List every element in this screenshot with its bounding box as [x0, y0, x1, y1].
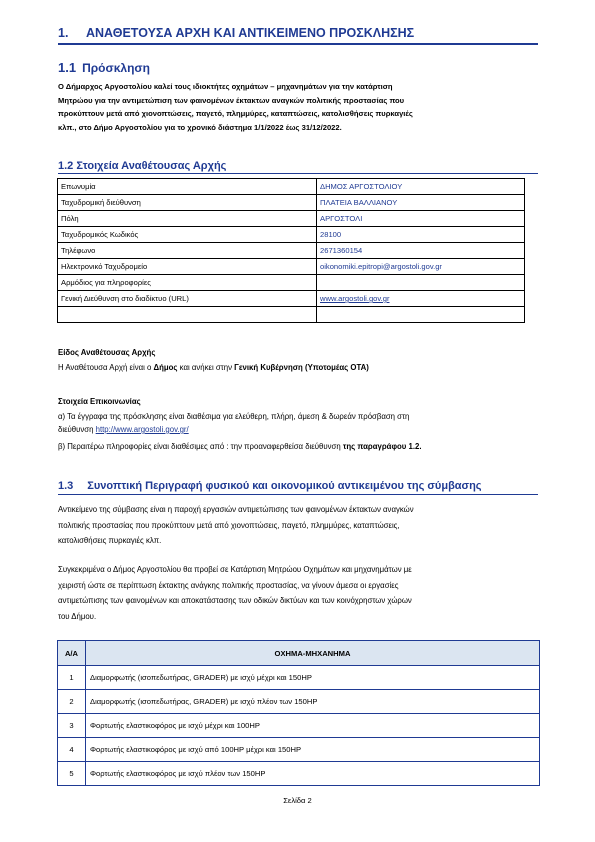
- vehicle-description: Διαμορφωτής (ισοπεδωτήρας, GRADER) με ισχύ πλέον των 150HP: [86, 690, 540, 714]
- invitation-text: [58, 80, 538, 134]
- row-number: 1: [58, 666, 86, 690]
- type-bold-government: Γενική Κυβέρνηση (Υποτομέας ΟΤΑ): [234, 363, 369, 372]
- paragraph-line: αντιμετώπισης των φαινομένων και αποκατάστασης των οδικών δικτύων και των κοινόχρηστων χώρων: [58, 596, 412, 605]
- info-value: 28100: [317, 227, 525, 243]
- url-link[interactable]: www.argostoli.gov.gr: [317, 291, 525, 307]
- section-number: 1.: [58, 26, 69, 40]
- info-label: Τηλέφωνο: [58, 243, 317, 259]
- table-row: [58, 714, 540, 738]
- info-value: ΑΡΓΟΣΤΟΛΙ: [317, 211, 525, 227]
- info-label: Πόλη: [58, 211, 317, 227]
- authority-type-text: [58, 361, 369, 374]
- info-value: 2671360154: [317, 243, 525, 259]
- contact-b-bold: της παραγράφου 1.2.: [342, 442, 422, 451]
- subsection-1-1-heading: [58, 60, 150, 75]
- row-number: 2: [58, 690, 86, 714]
- subsection-number: 1.3: [58, 480, 74, 492]
- paragraph-line: κατολισθήσεις πυρκαγιές κλπ.: [58, 536, 162, 545]
- table-row: [58, 227, 525, 243]
- info-value: [317, 307, 525, 323]
- invitation-line: Μητρώου για την αντιμετώπιση των φαινομένων έκτακτων αναγκών πολιτικής προστασίας που: [58, 95, 405, 105]
- column-header-number: Α/Α: [58, 641, 86, 666]
- table-row: [58, 307, 525, 323]
- info-label: Ταχυδρομικός Κωδικός: [58, 227, 317, 243]
- section-1-heading: [58, 26, 538, 45]
- subsection-1-3-heading: [58, 480, 538, 495]
- info-label: Αρμόδιος για πληροφορίες: [58, 275, 317, 291]
- info-label: Ταχυδρομική διεύθυνση: [58, 195, 317, 211]
- info-value: ΔΗΜΟΣ ΑΡΓΟΣΤΟΛΙΟΥ: [317, 179, 525, 195]
- contact-b-prefix: β) Περαιτέρω πληροφορίες είναι διαθέσιμες από : την προαναφερθείσα διεύθυνση: [58, 442, 343, 451]
- paragraph-line: χειριστή ώστε σε περίπτωση έκτακτης ανάγκης πολιτικής προστασίας, να γίνουν άμεσα οι εργασίες: [58, 580, 399, 590]
- info-label: [58, 307, 317, 323]
- section-title: ΑΝΑΘΕΤΟΥΣΑ ΑΡΧΗ ΚΑΙ ΑΝΤΙΚΕΙΜΕΝΟ ΠΡΟΣΚΛΗΣΗΣ: [86, 26, 415, 40]
- paragraph-line: Αντικείμενο της σύμβασης είναι η παροχή εργασιών αντιμετώπισης των φαινομένων έκτακτων αναγκών: [58, 505, 414, 514]
- vehicle-description: Διαμορφωτής (ισοπεδωτήρας, GRADER) με ισχύ μέχρι και 150HP: [86, 666, 540, 690]
- table-row: [58, 179, 525, 195]
- invitation-line: Ο Δήμαρχος Αργοστολίου καλεί τους ιδιοκτήτες οχημάτων – μηχανημάτων για την κατάρτιση: [58, 82, 393, 91]
- row-number: 4: [58, 738, 86, 762]
- info-value: ΠΛΑΤΕΙΑ ΒΑΛΛΙΑΝΟΥ: [317, 195, 525, 211]
- table-row: [58, 690, 540, 714]
- table-row: [58, 762, 540, 786]
- type-bold-municipality: Δήμος: [153, 363, 178, 372]
- type-prefix: Η Αναθέτουσα Αρχή είναι ο: [58, 363, 154, 372]
- subsection-title: Συνοπτική Περιγραφή φυσικού και οικονομικού αντικειμένου της σύμβασης: [87, 480, 482, 492]
- authority-info-table: [57, 178, 525, 323]
- contact-a-prefix: διεύθυνση: [58, 425, 96, 434]
- table-row: [58, 275, 525, 291]
- invitation-line: κλπ., στο Δήμο Αργοστολίου για το χρονικό διάστημα 1/1/2022 έως 31/12/2022.: [58, 122, 342, 132]
- documents-link[interactable]: http://www.argostoli.gov.gr/: [95, 425, 189, 434]
- email-value: oikonomiki.epitropi@argostoli.gov.gr: [317, 259, 525, 275]
- contact-heading: Στοιχεία Επικοινωνίας: [58, 397, 141, 406]
- subsection-number: 1.1: [58, 60, 77, 75]
- invitation-line: προκύπτουν μετά από χιονοπτώσεις, παγετό, πλημμύρες, καταπτώσεις, κατολισθήσεις πυρκαγιές: [58, 109, 413, 118]
- column-header-vehicle: ΟΧΗΜΑ-ΜΗΧΑΝΗΜΑ: [86, 641, 540, 666]
- info-value: [317, 275, 525, 291]
- vehicle-description: Φορτωτής ελαστικοφόρος με ισχύ μέχρι και 100HP: [86, 714, 540, 738]
- info-label: Επωνυμία: [58, 179, 317, 195]
- table-row: [58, 738, 540, 762]
- info-label: Γενική Διεύθυνση στο διαδίκτυο (URL): [58, 291, 317, 307]
- row-number: 5: [58, 762, 86, 786]
- table-row: [58, 243, 525, 259]
- info-label: Ηλεκτρονικό Ταχυδρομείο: [58, 259, 317, 275]
- contact-a-line1: α) Τα έγγραφα της πρόσκλησης είναι διαθέσιμα για ελεύθερη, πλήρη, άμεση & δωρεάν πρόσβαση στη: [58, 412, 410, 421]
- vehicle-description: Φορτωτής ελαστικοφόρος με ισχύ πλέον των 150HP: [86, 762, 540, 786]
- authority-type-heading: Είδος Αναθέτουσας Αρχής: [58, 348, 156, 357]
- contact-b-line: [58, 440, 422, 453]
- table-header-row: [58, 641, 540, 666]
- table-row: [58, 259, 525, 275]
- vehicles-table: [57, 640, 540, 786]
- paragraph-line: του Δήμου.: [58, 611, 97, 621]
- type-mid: και ανήκει στην: [177, 363, 235, 372]
- subsection-title: Πρόσκληση: [82, 61, 150, 75]
- table-row: [58, 195, 525, 211]
- page-number: Σελίδα 2: [283, 796, 312, 805]
- contact-a-line2: [58, 423, 189, 436]
- paragraph-line: πολιτικής προστασίας που προκύπτουν μετά από χιονοπτώσεις, παγετό, πλημμύρες, καταπτώσεις,: [58, 520, 400, 530]
- row-number: 3: [58, 714, 86, 738]
- vehicle-description: Φορτωτής ελαστικοφόρος με ισχύ από 100HP μέχρι και 150HP: [86, 738, 540, 762]
- paragraph-line: Συγκεκριμένα ο Δήμος Αργοστολίου θα προβεί σε Κατάρτιση Μητρώου Οχημάτων και μηχανημάτων με: [58, 565, 412, 574]
- contract-object-paragraph: [58, 502, 538, 549]
- registry-paragraph: [58, 562, 538, 624]
- table-row: [58, 211, 525, 227]
- table-row: [58, 666, 540, 690]
- subsection-1-2-heading: 1.2 Στοιχεία Αναθέτουσας Αρχής: [58, 160, 538, 174]
- table-row: [58, 291, 525, 307]
